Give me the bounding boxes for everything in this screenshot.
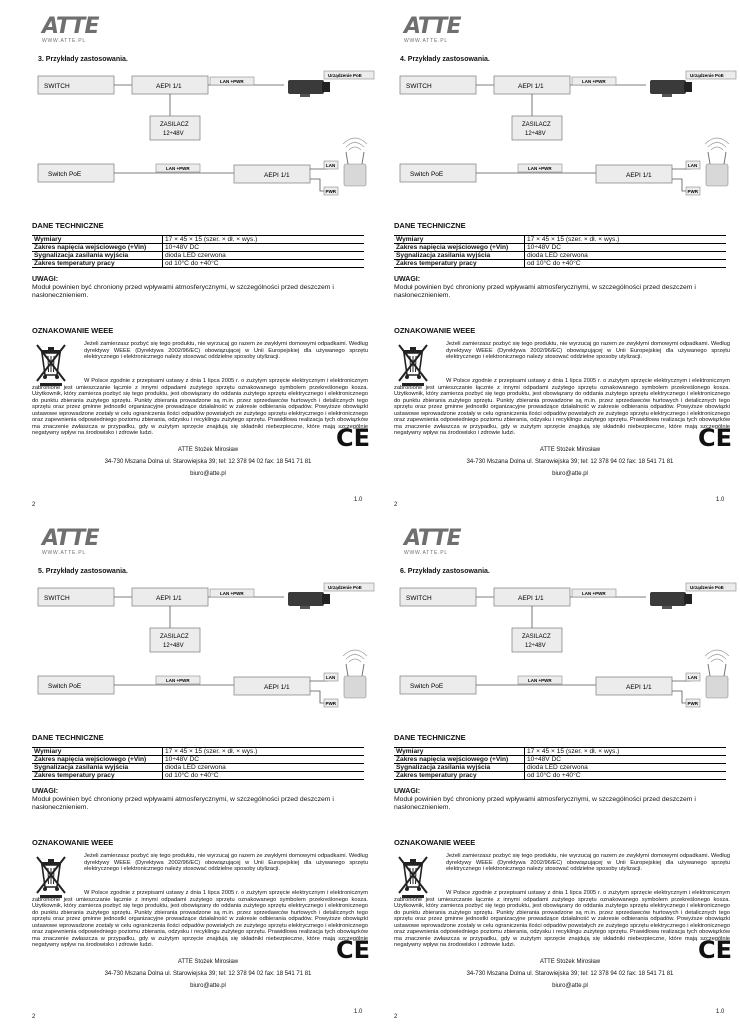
lan-pwr-label-2: LAN +PWR — [528, 166, 552, 171]
table-row — [32, 756, 364, 764]
table-row — [32, 772, 364, 780]
psu-label-1: ZASILACZ — [160, 634, 189, 640]
connection-diagram — [400, 578, 740, 718]
tech-key: Zakres napięcia wejściowego (+Vin) — [32, 244, 163, 252]
notes-heading: UWAGI: — [32, 788, 59, 795]
weee-paragraph-2b: Powyższe obowiązki ustawowe wprowadzone zostały w celu ograniczenia ilości odpadów powstałych ze zużytego sprzętu elektrycznego i elektronicznego oraz zapewnienia odpowiedniego poziomu zbierania, odzysku i recyklingu zużytego sprzętu. Prawidłowa realizacja tych obowiązków ma znaczenie zwłaszcza w przypadku, gdy w zużytym sprzęcie znajdują się składniki niebezpieczne, które mają szczególnie negatywny wpływ na środowisko i zdrowie ludzi. — [32, 916, 368, 948]
weee-paragraph-2 — [394, 890, 730, 949]
tech-key: Zakres temperatury pracy — [32, 260, 163, 268]
table-row — [32, 764, 364, 772]
section-title: 6. Przykłady zastosowania. — [400, 568, 490, 575]
weee-heading: OZNAKOWANIE WEEE — [394, 838, 476, 847]
weee-paragraph-1: Jeżeli zamierzasz pozbyć się tego produktu, nie wyrzucaj go razem ze zwykłymi domowymi odpadkami. Według dyrektywy WEEE (Dyrektywa 2002/96/EC) obowiązującej w Unii Europejskiej dla używanego sprzętu elektrycznego i elektronicznego należy stosować oddzielne sposoby utylizacji. — [446, 853, 730, 872]
aepi-label: AEPI 1/1 — [156, 83, 182, 90]
logo-url: WWW.ATTE.PL — [42, 38, 86, 44]
table-row — [32, 252, 364, 260]
weee-heading: OZNAKOWANIE WEEE — [32, 326, 114, 335]
table-row — [394, 748, 726, 756]
manual-page — [32, 10, 378, 508]
logo-url: WWW.ATTE.PL — [42, 550, 86, 556]
footer-email: biuro@atte.pl — [190, 471, 226, 477]
pwr-label: PWR — [325, 189, 336, 194]
notes-heading: UWAGI: — [394, 788, 421, 795]
tech-data-heading: DANE TECHNICZNE — [394, 733, 466, 742]
weee-paragraph-2b: Powyższe obowiązki ustawowe wprowadzone zostały w celu ograniczenia ilości odpadów powstałych ze zużytego sprzętu elektrycznego i elektronicznego oraz zapewnienia odpowiedniego poziomu zbierania, odzysku i recyklingu zużytego sprzętu. Prawidłowa realizacja tych obowiązków ma znaczenie zwłaszcza w przypadku, gdy w zużytym sprzęcie znajdują się składniki niebezpieczne, które mają szczególnie negatywny wpływ na środowisko i zdrowie ludzi. — [32, 404, 368, 436]
atte-logo — [42, 16, 102, 46]
tech-value: dioda LED czerwona — [163, 252, 365, 260]
camera-icon — [288, 80, 330, 97]
footer-email: biuro@atte.pl — [190, 983, 226, 989]
psu-label-2: 12÷48V — [525, 131, 546, 137]
access-point-icon — [705, 650, 729, 698]
tech-key: Zakres napięcia wejściowego (+Vin) — [394, 756, 525, 764]
weee-heading: OZNAKOWANIE WEEE — [32, 838, 114, 847]
logo-url: WWW.ATTE.PL — [404, 550, 448, 556]
tech-key: Zakres napięcia wejściowego (+Vin) — [394, 244, 525, 252]
tech-key: Zakres temperatury pracy — [394, 772, 525, 780]
footer-address: 34-730 Mszana Dolna ul. Starowiejska 39; tel: 12 378 94 02 fax: 18 541 71 81 — [104, 971, 312, 977]
camera-icon — [650, 592, 692, 609]
tech-value: od 10°C do +40°C — [525, 260, 727, 268]
footer-company: ATTE Stożek Mirosław — [539, 959, 601, 965]
lan-label: LAN — [688, 163, 698, 168]
tech-value: od 10°C do +40°C — [163, 772, 365, 780]
lan-pwr-label: LAN +PWR — [582, 79, 606, 84]
device-label: Urządzenie PoE — [328, 585, 362, 590]
notes-heading: UWAGI: — [32, 276, 59, 283]
tech-data-table — [32, 747, 364, 780]
ce-mark-icon: CE — [698, 936, 733, 964]
table-row — [394, 764, 726, 772]
footer-address: 34-730 Mszana Dolna ul. Starowiejska 39; tel: 12 378 94 02 fax: 18 541 71 81 — [466, 971, 674, 977]
table-row — [32, 748, 364, 756]
tech-key: Wymiary — [32, 236, 163, 244]
aepi-label-2: AEPI 1/1 — [264, 684, 290, 691]
version-number: 1.0 — [716, 1009, 725, 1015]
notes-text: Moduł powinien być chroniony przed wpływami atmosferycznymi, w szczególności przed deszczem i nasłonecznieniem. — [394, 796, 696, 811]
notes-text: Moduł powinien być chroniony przed wpływami atmosferycznymi, w szczególności przed deszczem i nasłonecznieniem. — [32, 796, 334, 811]
tech-key: Sygnalizacja zasilania wyjścia — [394, 764, 525, 772]
aepi-label-2: AEPI 1/1 — [626, 684, 652, 691]
tech-value: dioda LED czerwona — [163, 764, 365, 772]
access-point-icon — [343, 138, 367, 186]
tech-key: Wymiary — [32, 748, 163, 756]
logo-url: WWW.ATTE.PL — [404, 38, 448, 44]
logo-wordmark: ATTE — [42, 14, 99, 39]
weee-paragraph-2 — [394, 378, 730, 437]
tech-value: dioda LED czerwona — [525, 764, 727, 772]
psu-label-2: 12÷48V — [525, 643, 546, 649]
switch-poe-label: Switch PoE — [48, 683, 82, 690]
weee-paragraph-1: Jeżeli zamierzasz pozbyć się tego produktu, nie wyrzucaj go razem ze zwykłymi domowymi odpadkami. Według dyrektywy WEEE (Dyrektywa 2002/96/EC) obowiązującej w Unii Europejskiej dla używanego sprzętu elektrycznego i elektronicznego należy stosować oddzielne sposoby utylizacji. — [84, 853, 368, 872]
lan-label: LAN — [688, 675, 698, 680]
access-point-icon — [343, 650, 367, 698]
tech-key: Sygnalizacja zasilania wyjścia — [394, 252, 525, 260]
version-number: 1.0 — [354, 497, 363, 503]
notes-heading: UWAGI: — [394, 276, 421, 283]
footer-email: biuro@atte.pl — [552, 983, 588, 989]
device-label: Urządzenie PoE — [328, 73, 362, 78]
table-row — [32, 236, 364, 244]
version-number: 1.0 — [716, 497, 725, 503]
weee-paragraph-2a: W Polsce zgodnie z przepisami ustawy z dnia 1 lipca 2005 r. o zużytym sprzęcie elektrycznym i elektronicznym zabronione jest umieszczanie łącznie z innymi odpadami zużytego sprzętu oznakowanego symbolem przekreślonego kosza. Użytkownik, który zamierza pozbyć się tego produktu, jest obowiązany do oddania zużytego sprzętu elektrycznego i elektronicznego do punktu zbierania zużytego sprzętu. Punkty zbierania prowadzone są m.in. przez sprzedawców hurtowych i detalicznych tego sprzętu oraz przez gminne jednostki organizacyjne prowadzące działalność w zakresie odbierania odpadów. — [32, 890, 368, 922]
notes-text: Moduł powinien być chroniony przed wpływami atmosferycznymi, w szczególności przed deszczem i nasłonecznieniem. — [394, 284, 696, 299]
footer-address: 34-730 Mszana Dolna ul. Starowiejska 39; tel: 12 378 94 02 fax: 18 541 71 81 — [466, 459, 674, 465]
tech-value: 10÷48V DC — [163, 756, 365, 764]
tech-data-heading: DANE TECHNICZNE — [32, 733, 104, 742]
page-number: 2 — [32, 1014, 36, 1020]
lan-pwr-label: LAN +PWR — [220, 591, 244, 596]
tech-value: od 10°C do +40°C — [163, 260, 365, 268]
switch-label: SWITCH — [406, 595, 432, 602]
table-row — [394, 772, 726, 780]
notes-text: Moduł powinien być chroniony przed wpływami atmosferycznymi, w szczególności przed deszczem i nasłonecznieniem. — [32, 284, 334, 299]
switch-poe-label: Switch PoE — [410, 171, 444, 178]
aepi-label: AEPI 1/1 — [518, 595, 544, 602]
lan-label: LAN — [326, 675, 336, 680]
table-row — [394, 252, 726, 260]
manual-page — [394, 10, 740, 508]
footer-company: ATTE Stożek Mirosław — [539, 447, 601, 453]
tech-key: Zakres temperatury pracy — [394, 260, 525, 268]
table-row — [32, 260, 364, 268]
logo-wordmark: ATTE — [404, 526, 461, 551]
aepi-label: AEPI 1/1 — [518, 83, 544, 90]
page-number: 2 — [32, 502, 36, 508]
pwr-label: PWR — [687, 189, 698, 194]
atte-logo — [42, 528, 102, 558]
psu-label-1: ZASILACZ — [522, 122, 551, 128]
lan-pwr-label-2: LAN +PWR — [166, 166, 190, 171]
lan-pwr-label: LAN +PWR — [582, 591, 606, 596]
tech-value: 10÷48V DC — [525, 756, 727, 764]
tech-value: 10÷48V DC — [525, 244, 727, 252]
lan-pwr-label-2: LAN +PWR — [166, 678, 190, 683]
manual-page — [394, 522, 740, 1020]
weee-paragraph-2b: Powyższe obowiązki ustawowe wprowadzone zostały w celu ograniczenia ilości odpadów powstałych ze zużytego sprzętu elektrycznego i elektronicznego oraz zapewnienia odpowiedniego poziomu zbierania, odzysku i recyklingu zużytego sprzętu. Prawidłowa realizacja tych obowiązków ma znaczenie zwłaszcza w przypadku, gdy w zużytym sprzęcie znajdują się składniki niebezpieczne, które mają szczególnie negatywny wpływ na środowisko i zdrowie ludzi. — [394, 916, 730, 948]
connection-diagram — [38, 578, 378, 718]
pwr-label: PWR — [687, 701, 698, 706]
tech-value: dioda LED czerwona — [525, 252, 727, 260]
pwr-label: PWR — [325, 701, 336, 706]
footer-company: ATTE Stożek Mirosław — [177, 447, 239, 453]
camera-icon — [650, 80, 692, 97]
switch-poe-label: Switch PoE — [410, 683, 444, 690]
tech-key: Sygnalizacja zasilania wyjścia — [32, 252, 163, 260]
footer-company: ATTE Stożek Mirosław — [177, 959, 239, 965]
tech-value: 17 × 45 × 15 (szer. × dł. × wys.) — [525, 236, 727, 244]
table-row — [394, 756, 726, 764]
atte-logo — [404, 528, 464, 558]
ce-mark-icon: CE — [336, 424, 371, 452]
psu-label-1: ZASILACZ — [522, 634, 551, 640]
tech-key: Wymiary — [394, 236, 525, 244]
section-title: 5. Przykłady zastosowania. — [38, 568, 128, 575]
psu-label-2: 12÷48V — [163, 131, 184, 137]
tech-key: Zakres temperatury pracy — [32, 772, 163, 780]
tech-key: Wymiary — [394, 748, 525, 756]
section-title: 4. Przykłady zastosowania. — [400, 56, 490, 63]
switch-poe-label: Switch PoE — [48, 171, 82, 178]
lan-label: LAN — [326, 163, 336, 168]
tech-value: od 10°C do +40°C — [525, 772, 727, 780]
atte-logo — [404, 16, 464, 46]
camera-icon — [288, 592, 330, 609]
weee-heading: OZNAKOWANIE WEEE — [394, 326, 476, 335]
access-point-icon — [705, 138, 729, 186]
ce-mark-icon: CE — [336, 936, 371, 964]
switch-label: SWITCH — [44, 83, 70, 90]
logo-wordmark: ATTE — [42, 526, 99, 551]
connection-diagram — [400, 66, 740, 206]
section-title: 3. Przykłady zastosowania. — [38, 56, 128, 63]
weee-paragraph-2 — [32, 890, 368, 949]
psu-label-1: ZASILACZ — [160, 122, 189, 128]
ce-mark-icon: CE — [698, 424, 733, 452]
tech-value: 17 × 45 × 15 (szer. × dł. × wys.) — [525, 748, 727, 756]
tech-data-table — [394, 747, 726, 780]
aepi-label-2: AEPI 1/1 — [264, 172, 290, 179]
tech-data-table — [394, 235, 726, 268]
weee-paragraph-2a: W Polsce zgodnie z przepisami ustawy z dnia 1 lipca 2005 r. o zużytym sprzęcie elektrycznym i elektronicznym zabronione jest umieszczanie łącznie z innymi odpadami zużytego sprzętu oznakowanego symbolem przekreślonego kosza. Użytkownik, który zamierza pozbyć się tego produktu, jest obowiązany do oddania zużytego sprzętu elektrycznego i elektronicznego do punktu zbierania zużytego sprzętu. Punkty zbierania prowadzone są m.in. przez sprzedawców hurtowych i detalicznych tego sprzętu oraz przez gminne jednostki organizacyjne prowadzące działalność w zakresie odbierania odpadów. — [394, 890, 730, 922]
page-number: 2 — [394, 1014, 398, 1020]
lan-pwr-label-2: LAN +PWR — [528, 678, 552, 683]
table-row — [32, 244, 364, 252]
connection-diagram — [38, 66, 378, 206]
table-row — [394, 260, 726, 268]
weee-paragraph-1: Jeżeli zamierzasz pozbyć się tego produktu, nie wyrzucaj go razem ze zwykłymi domowymi odpadkami. Według dyrektywy WEEE (Dyrektywa 2002/96/EC) obowiązującej w Unii Europejskiej dla używanego sprzętu elektrycznego i elektronicznego należy stosować oddzielne sposoby utylizacji. — [84, 341, 368, 360]
aepi-label-2: AEPI 1/1 — [626, 172, 652, 179]
weee-paragraph-2a: W Polsce zgodnie z przepisami ustawy z dnia 1 lipca 2005 r. o zużytym sprzęcie elektrycznym i elektronicznym zabronione jest umieszczanie łącznie z innymi odpadami zużytego sprzętu oznakowanego symbolem przekreślonego kosza. Użytkownik, który zamierza pozbyć się tego produktu, jest obowiązany do oddania zużytego sprzętu elektrycznego i elektronicznego do punktu zbierania zużytego sprzętu. Punkty zbierania prowadzone są m.in. przez sprzedawców hurtowych i detalicznych tego sprzętu oraz przez gminne jednostki organizacyjne prowadzące działalność w zakresie odbierania odpadów. — [394, 378, 730, 410]
tech-value: 10÷48V DC — [163, 244, 365, 252]
weee-paragraph-2b: Powyższe obowiązki ustawowe wprowadzone zostały w celu ograniczenia ilości odpadów powstałych ze zużytego sprzętu elektrycznego i elektronicznego oraz zapewnienia odpowiedniego poziomu zbierania, odzysku i recyklingu zużytego sprzętu. Prawidłowa realizacja tych obowiązków ma znaczenie zwłaszcza w przypadku, gdy w zużytym sprzęcie znajdują się składniki niebezpieczne, które mają szczególnie negatywny wpływ na środowisko i zdrowie ludzi. — [394, 404, 730, 436]
tech-key: Zakres napięcia wejściowego (+Vin) — [32, 756, 163, 764]
switch-label: SWITCH — [406, 83, 432, 90]
weee-paragraph-1: Jeżeli zamierzasz pozbyć się tego produktu, nie wyrzucaj go razem ze zwykłymi domowymi odpadkami. Według dyrektywy WEEE (Dyrektywa 2002/96/EC) obowiązującej w Unii Europejskiej dla używanego sprzętu elektrycznego i elektronicznego należy stosować oddzielne sposoby utylizacji. — [446, 341, 730, 360]
device-label: Urządzenie PoE — [690, 585, 724, 590]
device-label: Urządzenie PoE — [690, 73, 724, 78]
table-row — [394, 236, 726, 244]
lan-pwr-label: LAN +PWR — [220, 79, 244, 84]
tech-key: Sygnalizacja zasilania wyjścia — [32, 764, 163, 772]
manual-page — [32, 522, 378, 1020]
weee-paragraph-2 — [32, 378, 368, 437]
tech-data-heading: DANE TECHNICZNE — [394, 221, 466, 230]
logo-wordmark: ATTE — [404, 14, 461, 39]
switch-label: SWITCH — [44, 595, 70, 602]
psu-label-2: 12÷48V — [163, 643, 184, 649]
tech-value: 17 × 45 × 15 (szer. × dł. × wys.) — [163, 236, 365, 244]
footer-email: biuro@atte.pl — [552, 471, 588, 477]
tech-data-table — [32, 235, 364, 268]
table-row — [394, 244, 726, 252]
version-number: 1.0 — [354, 1009, 363, 1015]
footer-address: 34-730 Mszana Dolna ul. Starowiejska 39; tel: 12 378 94 02 fax: 18 541 71 81 — [104, 459, 312, 465]
aepi-label: AEPI 1/1 — [156, 595, 182, 602]
weee-paragraph-2a: W Polsce zgodnie z przepisami ustawy z dnia 1 lipca 2005 r. o zużytym sprzęcie elektrycznym i elektronicznym zabronione jest umieszczanie łącznie z innymi odpadami zużytego sprzętu oznakowanego symbolem przekreślonego kosza. Użytkownik, który zamierza pozbyć się tego produktu, jest obowiązany do oddania zużytego sprzętu elektrycznego i elektronicznego do punktu zbierania zużytego sprzętu. Punkty zbierania prowadzone są m.in. przez sprzedawców hurtowych i detalicznych tego sprzętu oraz przez gminne jednostki organizacyjne prowadzące działalność w zakresie odbierania odpadów. — [32, 378, 368, 410]
tech-value: 17 × 45 × 15 (szer. × dł. × wys.) — [163, 748, 365, 756]
tech-data-heading: DANE TECHNICZNE — [32, 221, 104, 230]
page-number: 2 — [394, 502, 398, 508]
